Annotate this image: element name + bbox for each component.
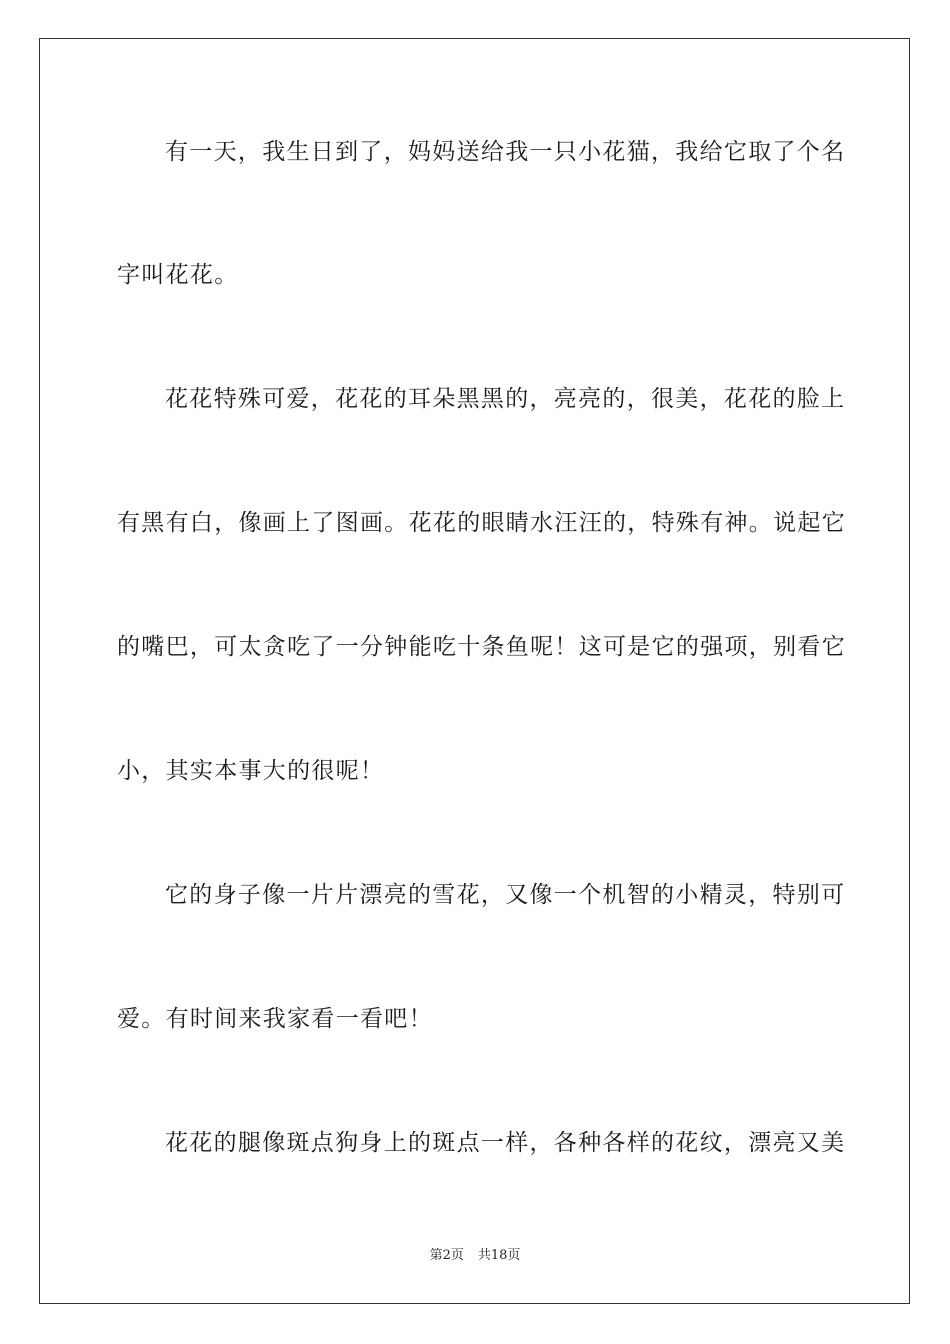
paragraph-line: 字叫花花。 [117, 262, 239, 288]
page-border [39, 38, 910, 1304]
paragraph-line: 花花特殊可爱，花花的耳朵黑黑的，亮亮的，很美，花花的脸上 [165, 386, 846, 412]
page-number: 第2页 [429, 1248, 464, 1263]
paragraph-line: 爱。有时间来我家看一看吧！ [117, 1006, 433, 1032]
paragraph-line: 的嘴巴，可太贪吃了一分钟能吃十条鱼呢！这可是它的强项，别看它 [117, 634, 846, 660]
paragraph-line: 有黑有白，像画上了图画。花花的眼睛水汪汪的，特殊有神。说起它 [117, 510, 846, 536]
paragraph-line: 有一天，我生日到了，妈妈送给我一只小花猫，我给它取了个名 [165, 139, 846, 165]
paragraph-line: 它的身子像一片片漂亮的雪花，又像一个机智的小精灵，特别可 [165, 882, 846, 908]
total-pages: 共18页 [477, 1248, 521, 1263]
page-footer [0, 1247, 950, 1265]
paragraph-line: 小，其实本事大的很呢！ [117, 758, 385, 784]
paragraph-line: 花花的腿像斑点狗身上的斑点一样，各种各样的花纹，漂亮又美 [165, 1130, 846, 1156]
